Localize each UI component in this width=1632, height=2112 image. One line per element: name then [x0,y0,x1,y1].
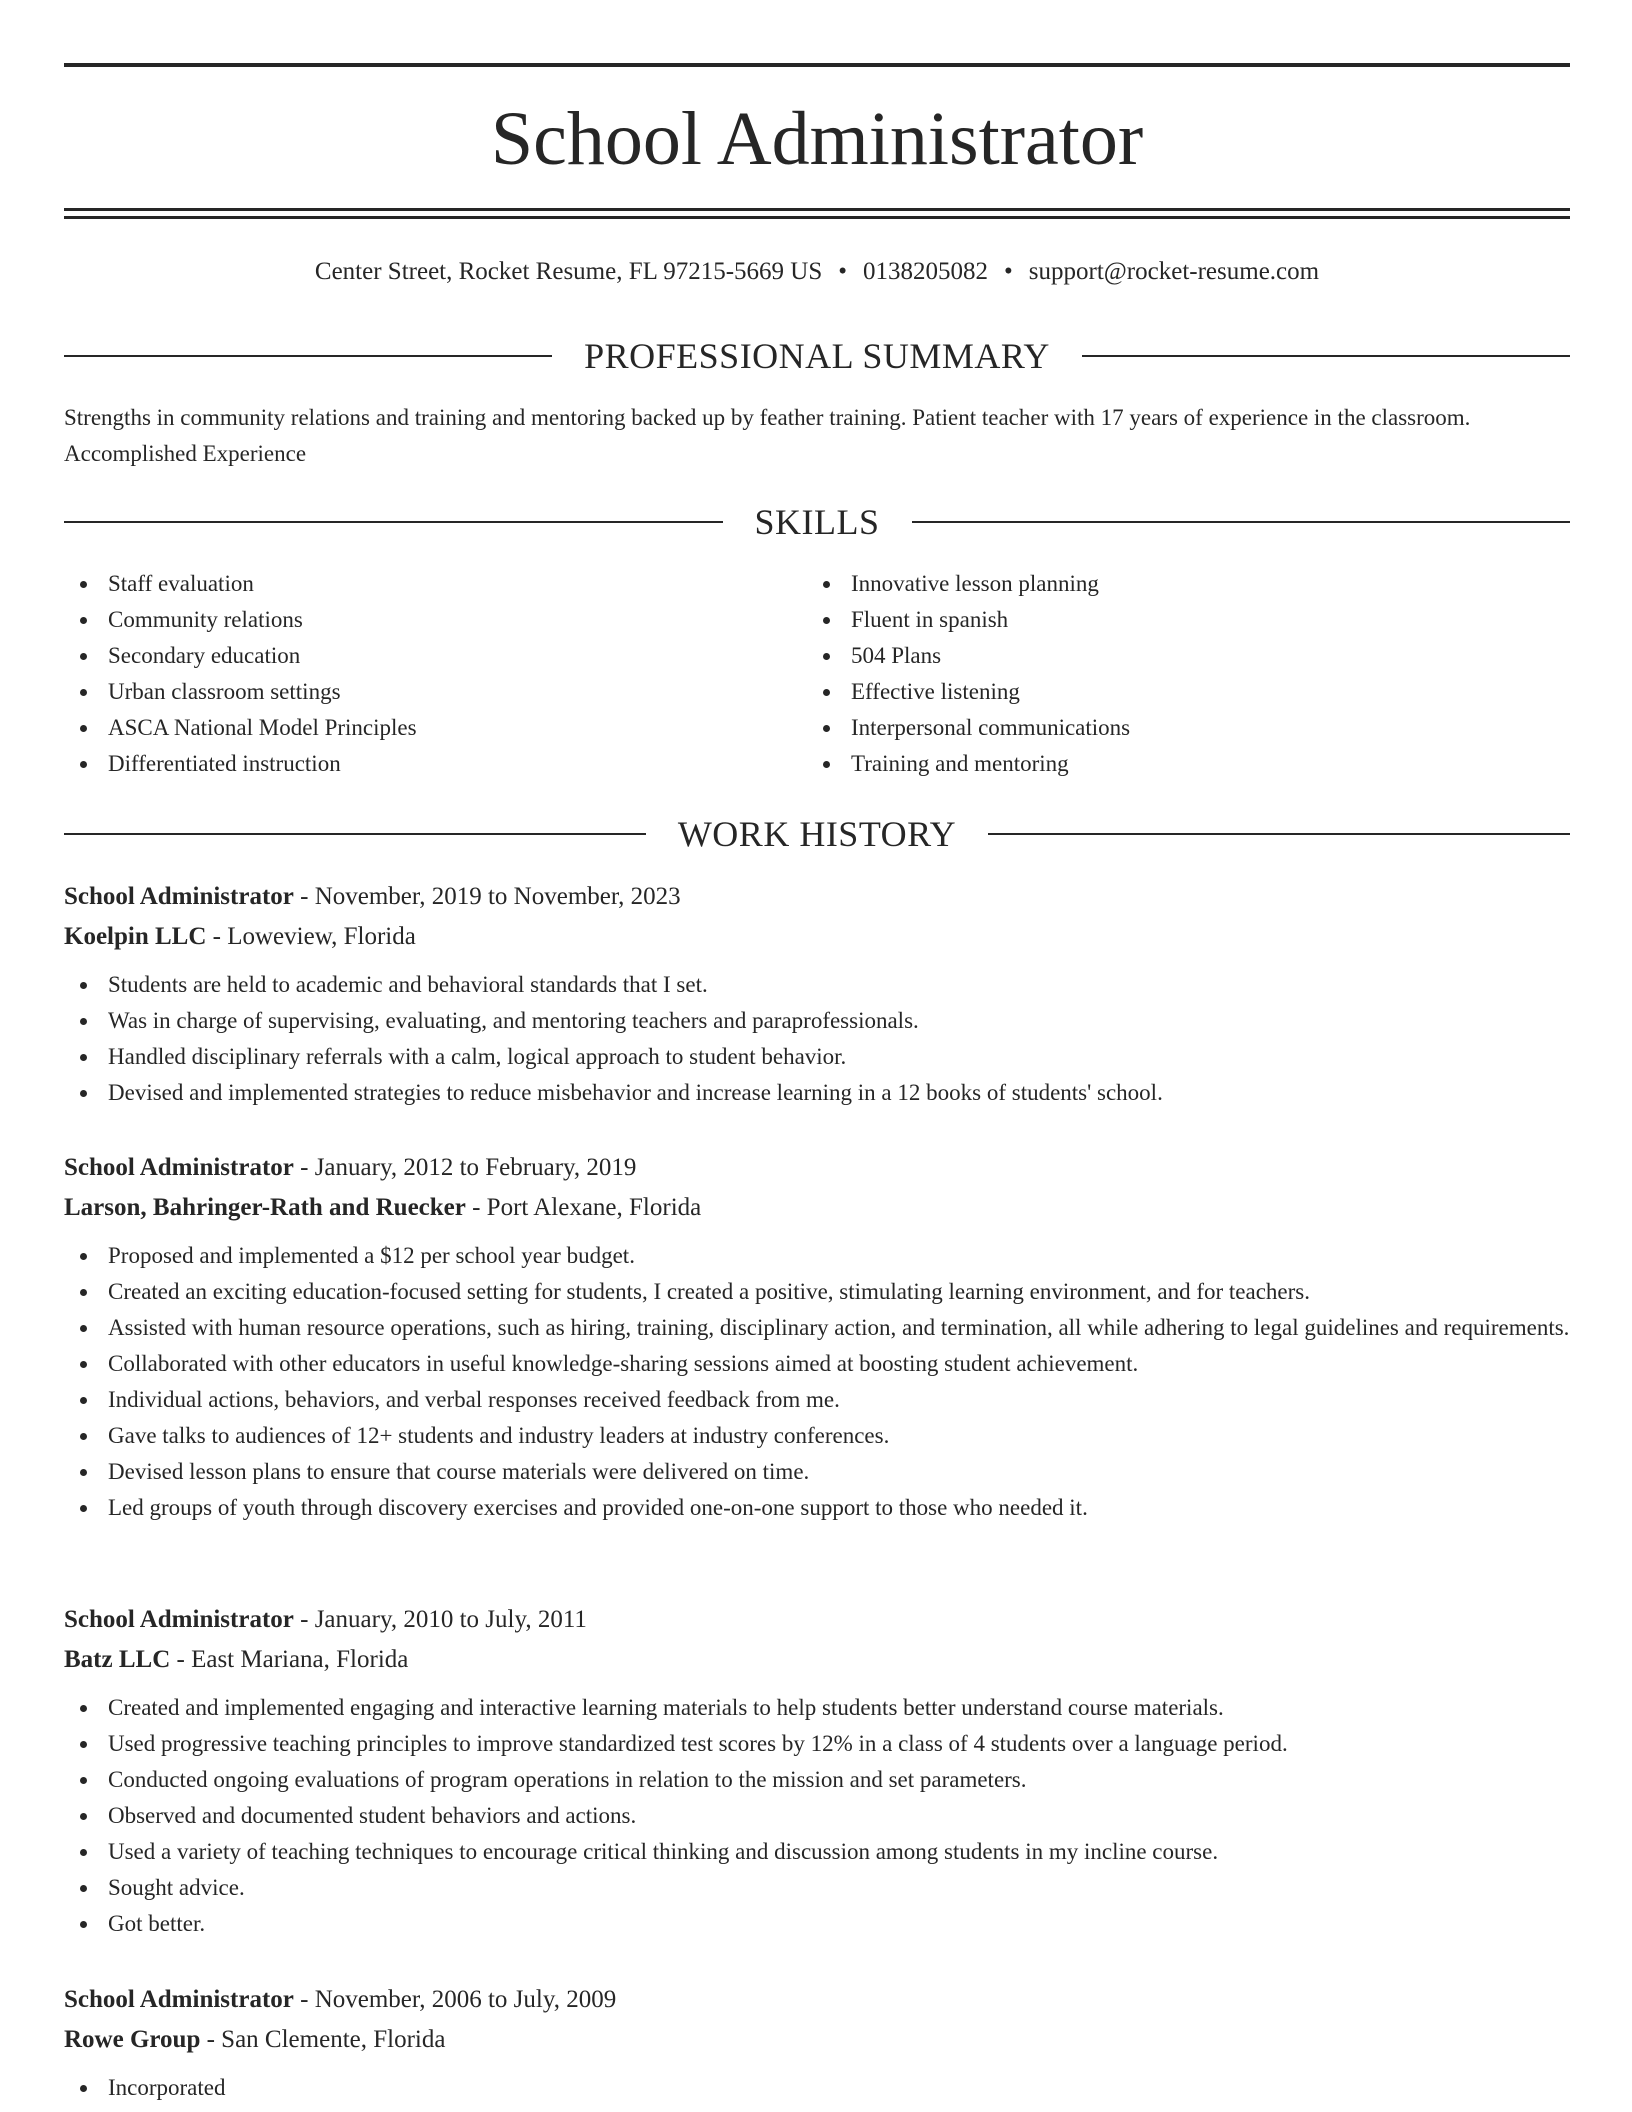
heading-rule-right [912,521,1571,523]
job-bullet: Observed and documented student behaviors and actions. [64,1798,1570,1834]
job-bullets [64,1690,1570,1942]
job-bullet: Devised and implemented strategies to reduce misbehavior and increase learning in a 12 books of students' school. [64,1075,1570,1111]
skills-heading-label: SKILLS [754,502,880,542]
job-dates: - November, 2006 to July, 2009 [293,1986,617,2013]
skill-item: Fluent in spanish [807,602,1507,638]
job-dates: - November, 2019 to November, 2023 [293,883,681,910]
summary-text: Strengths in community relations and training and mentoring backed up by feather training. Patient teacher with 17 years of experience in the classroom. Accomplished Experience [64,405,1471,466]
job-entry [64,1148,1570,1526]
job-bullet: Collaborated with other educators in useful knowledge-sharing sessions aimed at boosting student achievement. [64,1346,1570,1382]
resume-title: School Administrator [490,97,1144,181]
job-entry [64,877,1570,1111]
contact-line [64,255,1570,289]
job-title: School Administrator [64,1986,294,2013]
skill-item: ASCA National Model Principles [64,710,764,746]
heading-rule-left [64,833,646,835]
skill-item: Innovative lesson planning [807,566,1507,602]
job-bullet: Used progressive teaching principles to improve standardized test scores by 12% in a class of 4 students over a language period. [64,1726,1570,1762]
title-rule-upper [64,208,1570,211]
job-company: Batz LLC [64,1646,171,1673]
skill-item: Differentiated instruction [64,746,764,782]
job-bullets [64,2070,1570,2106]
job-company-line [64,2020,1570,2060]
job-company-line [64,917,1570,957]
skill-item: Secondary education [64,638,764,674]
job-bullet: Proposed and implemented a $12 per school year budget. [64,1238,1570,1274]
job-company: Rowe Group [64,2026,201,2053]
job-bullet: Created an exciting education-focused setting for students, I created a positive, stimulating learning environment, and for teachers. [64,1274,1570,1310]
job-dates: - January, 2012 to February, 2019 [293,1154,637,1181]
top-rule [64,63,1570,67]
job-company-line [64,1188,1570,1228]
skill-item: Staff evaluation [64,566,764,602]
contact-email: support@rocket-resume.com [1028,258,1320,285]
work-heading-label: WORK HISTORY [677,814,957,854]
job-title: School Administrator [64,1606,294,1633]
job-bullet: Conducted ongoing evaluations of program operations in relation to the mission and set parameters. [64,1762,1570,1798]
contact-address: Center Street, Rocket Resume, FL 97215-5669 US [314,258,823,285]
contact-separator: • [838,258,848,285]
job-title-line [64,1148,1570,1188]
contact-phone: 0138205082 [863,258,989,285]
job-location: - East Mariana, Florida [170,1646,409,1673]
job-bullet: Created and implemented engaging and interactive learning materials to help students better understand course materials. [64,1690,1570,1726]
job-bullet: Students are held to academic and behavioral standards that I set. [64,967,1570,1003]
job-title: School Administrator [64,1154,294,1181]
skill-item: Training and mentoring [807,746,1507,782]
job-bullet: Gave talks to audiences of 12+ students and industry leaders at industry conferences. [64,1418,1570,1454]
heading-rule-right [1082,355,1570,357]
skill-item: Interpersonal communications [807,710,1507,746]
job-title-line [64,1600,1570,1640]
job-dates: - January, 2010 to July, 2011 [293,1606,587,1633]
job-bullet: Devised lesson plans to ensure that course materials were delivered on time. [64,1454,1570,1490]
heading-rule-left [64,521,723,523]
job-title: School Administrator [64,883,294,910]
job-title-line [64,1980,1570,2020]
job-location: - Loweview, Florida [206,923,416,950]
job-location: - Port Alexane, Florida [465,1194,702,1221]
skill-item: Community relations [64,602,764,638]
job-entry [64,1600,1570,1942]
job-location: - San Clemente, Florida [200,2026,446,2053]
job-bullet: Assisted with human resource operations, such as hiring, training, disciplinary action, and termination, all while adhering to legal guidelines and requirements. [64,1310,1570,1346]
job-company-line [64,1640,1570,1680]
job-bullets [64,1238,1570,1526]
contact-separator: • [1004,258,1013,285]
job-bullet: Got better. [64,1906,1570,1942]
skill-item: Effective listening [807,674,1507,710]
job-bullet: Sought advice. [64,1870,1570,1906]
skills-list-left [64,566,764,782]
job-entry [64,1980,1570,2106]
skill-item: 504 Plans [807,638,1507,674]
job-bullet: Handled disciplinary referrals with a calm, logical approach to student behavior. [64,1039,1570,1075]
job-company: Koelpin LLC [64,923,207,950]
job-bullet: Individual actions, behaviors, and verbal responses received feedback from me. [64,1382,1570,1418]
work-heading [64,812,1570,856]
job-company: Larson, Bahringer-Rath and Ruecker [64,1194,466,1221]
skills-heading [64,500,1570,544]
job-bullet: Used a variety of teaching techniques to encourage critical thinking and discussion among students in my incline course. [64,1834,1570,1870]
heading-rule-right [988,833,1570,835]
job-bullet: Was in charge of supervising, evaluating, and mentoring teachers and paraprofessionals. [64,1003,1570,1039]
summary-heading [64,334,1570,378]
job-title-line [64,877,1570,917]
job-bullets [64,967,1570,1111]
summary-heading-label: PROFESSIONAL SUMMARY [584,336,1050,376]
skills-list-right [807,566,1507,782]
heading-rule-left [64,355,552,357]
skill-item: Urban classroom settings [64,674,764,710]
job-bullet: Led groups of youth through discovery exercises and provided one-on-one support to those who needed it. [64,1490,1570,1526]
title-rule-lower [64,216,1570,219]
job-bullet: Incorporated [64,2070,1570,2106]
